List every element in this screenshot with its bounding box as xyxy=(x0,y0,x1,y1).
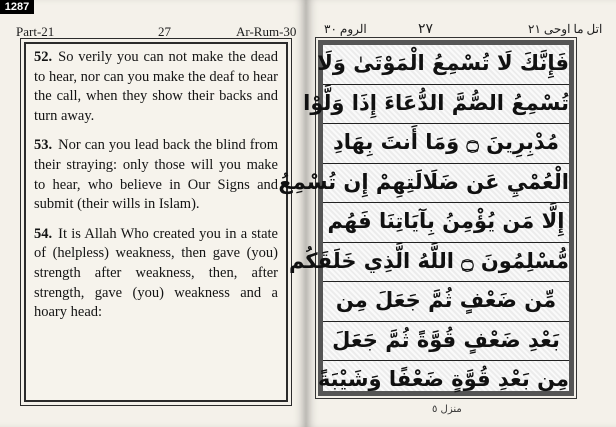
arabic-line: مِّن ضَعْفٍ ثُمَّ جَعَلَ مِن xyxy=(323,282,569,322)
arabic-page-number: ٢٧ xyxy=(418,22,434,37)
arabic-line: الْعُمْيِ عَن ضَلَالَتِهِمْ إِن تُسْمِعُ xyxy=(323,164,569,204)
part-label: Part-21 xyxy=(16,24,55,39)
arabic-line: مِن بَعْدِ قُوَّةٍ ضَعْفًا وَشَيْبَةً xyxy=(317,367,569,391)
arabic-line: مُدْبِرِينَ ۝ وَمَا أَنتَ بِهَادِ xyxy=(323,124,569,164)
verse-53 xyxy=(34,136,278,214)
arabic-footer: منزل ٥ xyxy=(432,404,462,415)
surah-label: Ar-Rum-30 xyxy=(236,24,297,39)
translation-text xyxy=(26,44,286,323)
arabic-line: تُسْمِعُ الصُّمَّ الدُّعَاءَ إِذَا وَلَّوْا xyxy=(323,85,569,125)
verse-text: So verily you can not make the dead to hear, nor can you make the deaf to hear the call, when they show their backs and turn away. xyxy=(34,49,278,124)
arabic-line: فَإِنَّكَ لَا تُسْمِعُ الْمَوْتَىٰ وَلَا xyxy=(323,45,569,85)
arabic-part-label: اتل ما اوحی ٢١ xyxy=(528,22,603,36)
verse-54 xyxy=(34,225,278,323)
arabic-line: إِلَّا مَن يُؤْمِنُ بِآيَاتِنَا فَهُم xyxy=(323,203,569,243)
arabic-lines xyxy=(278,45,569,391)
arabic-line: مُّسْلِمُونَ ۝ اللَّهُ الَّذِي خَلَقَكُم xyxy=(323,243,569,283)
verse-text: Nor can you lead back the blind from their straying: only those will you make to hear, who believe in Our Signs and submit (their wills in Islam). xyxy=(34,137,278,213)
verse-number: 52. xyxy=(34,49,53,65)
translation-frame xyxy=(24,42,288,402)
verse-number: 53. xyxy=(34,137,53,154)
arabic-surah-label: الروم ٣٠ xyxy=(324,22,367,36)
arabic-line: بَعْدِ ضَعْفٍ قُوَّةً ثُمَّ جَعَلَ xyxy=(323,322,569,362)
verse-52 xyxy=(34,48,278,126)
arabic-frame xyxy=(278,40,574,396)
page-number: 27 xyxy=(158,24,171,39)
page-index-badge: 1287 xyxy=(0,0,34,14)
verse-number: 54. xyxy=(34,225,53,242)
margin-note xyxy=(582,200,596,390)
verse-text: It is Allah Who created you in a state of (helpless) weakness, then gave (you) strength after weakness, then, after strength, gave (you) weakness and a hoary head: xyxy=(34,225,278,321)
left-page xyxy=(0,0,306,427)
